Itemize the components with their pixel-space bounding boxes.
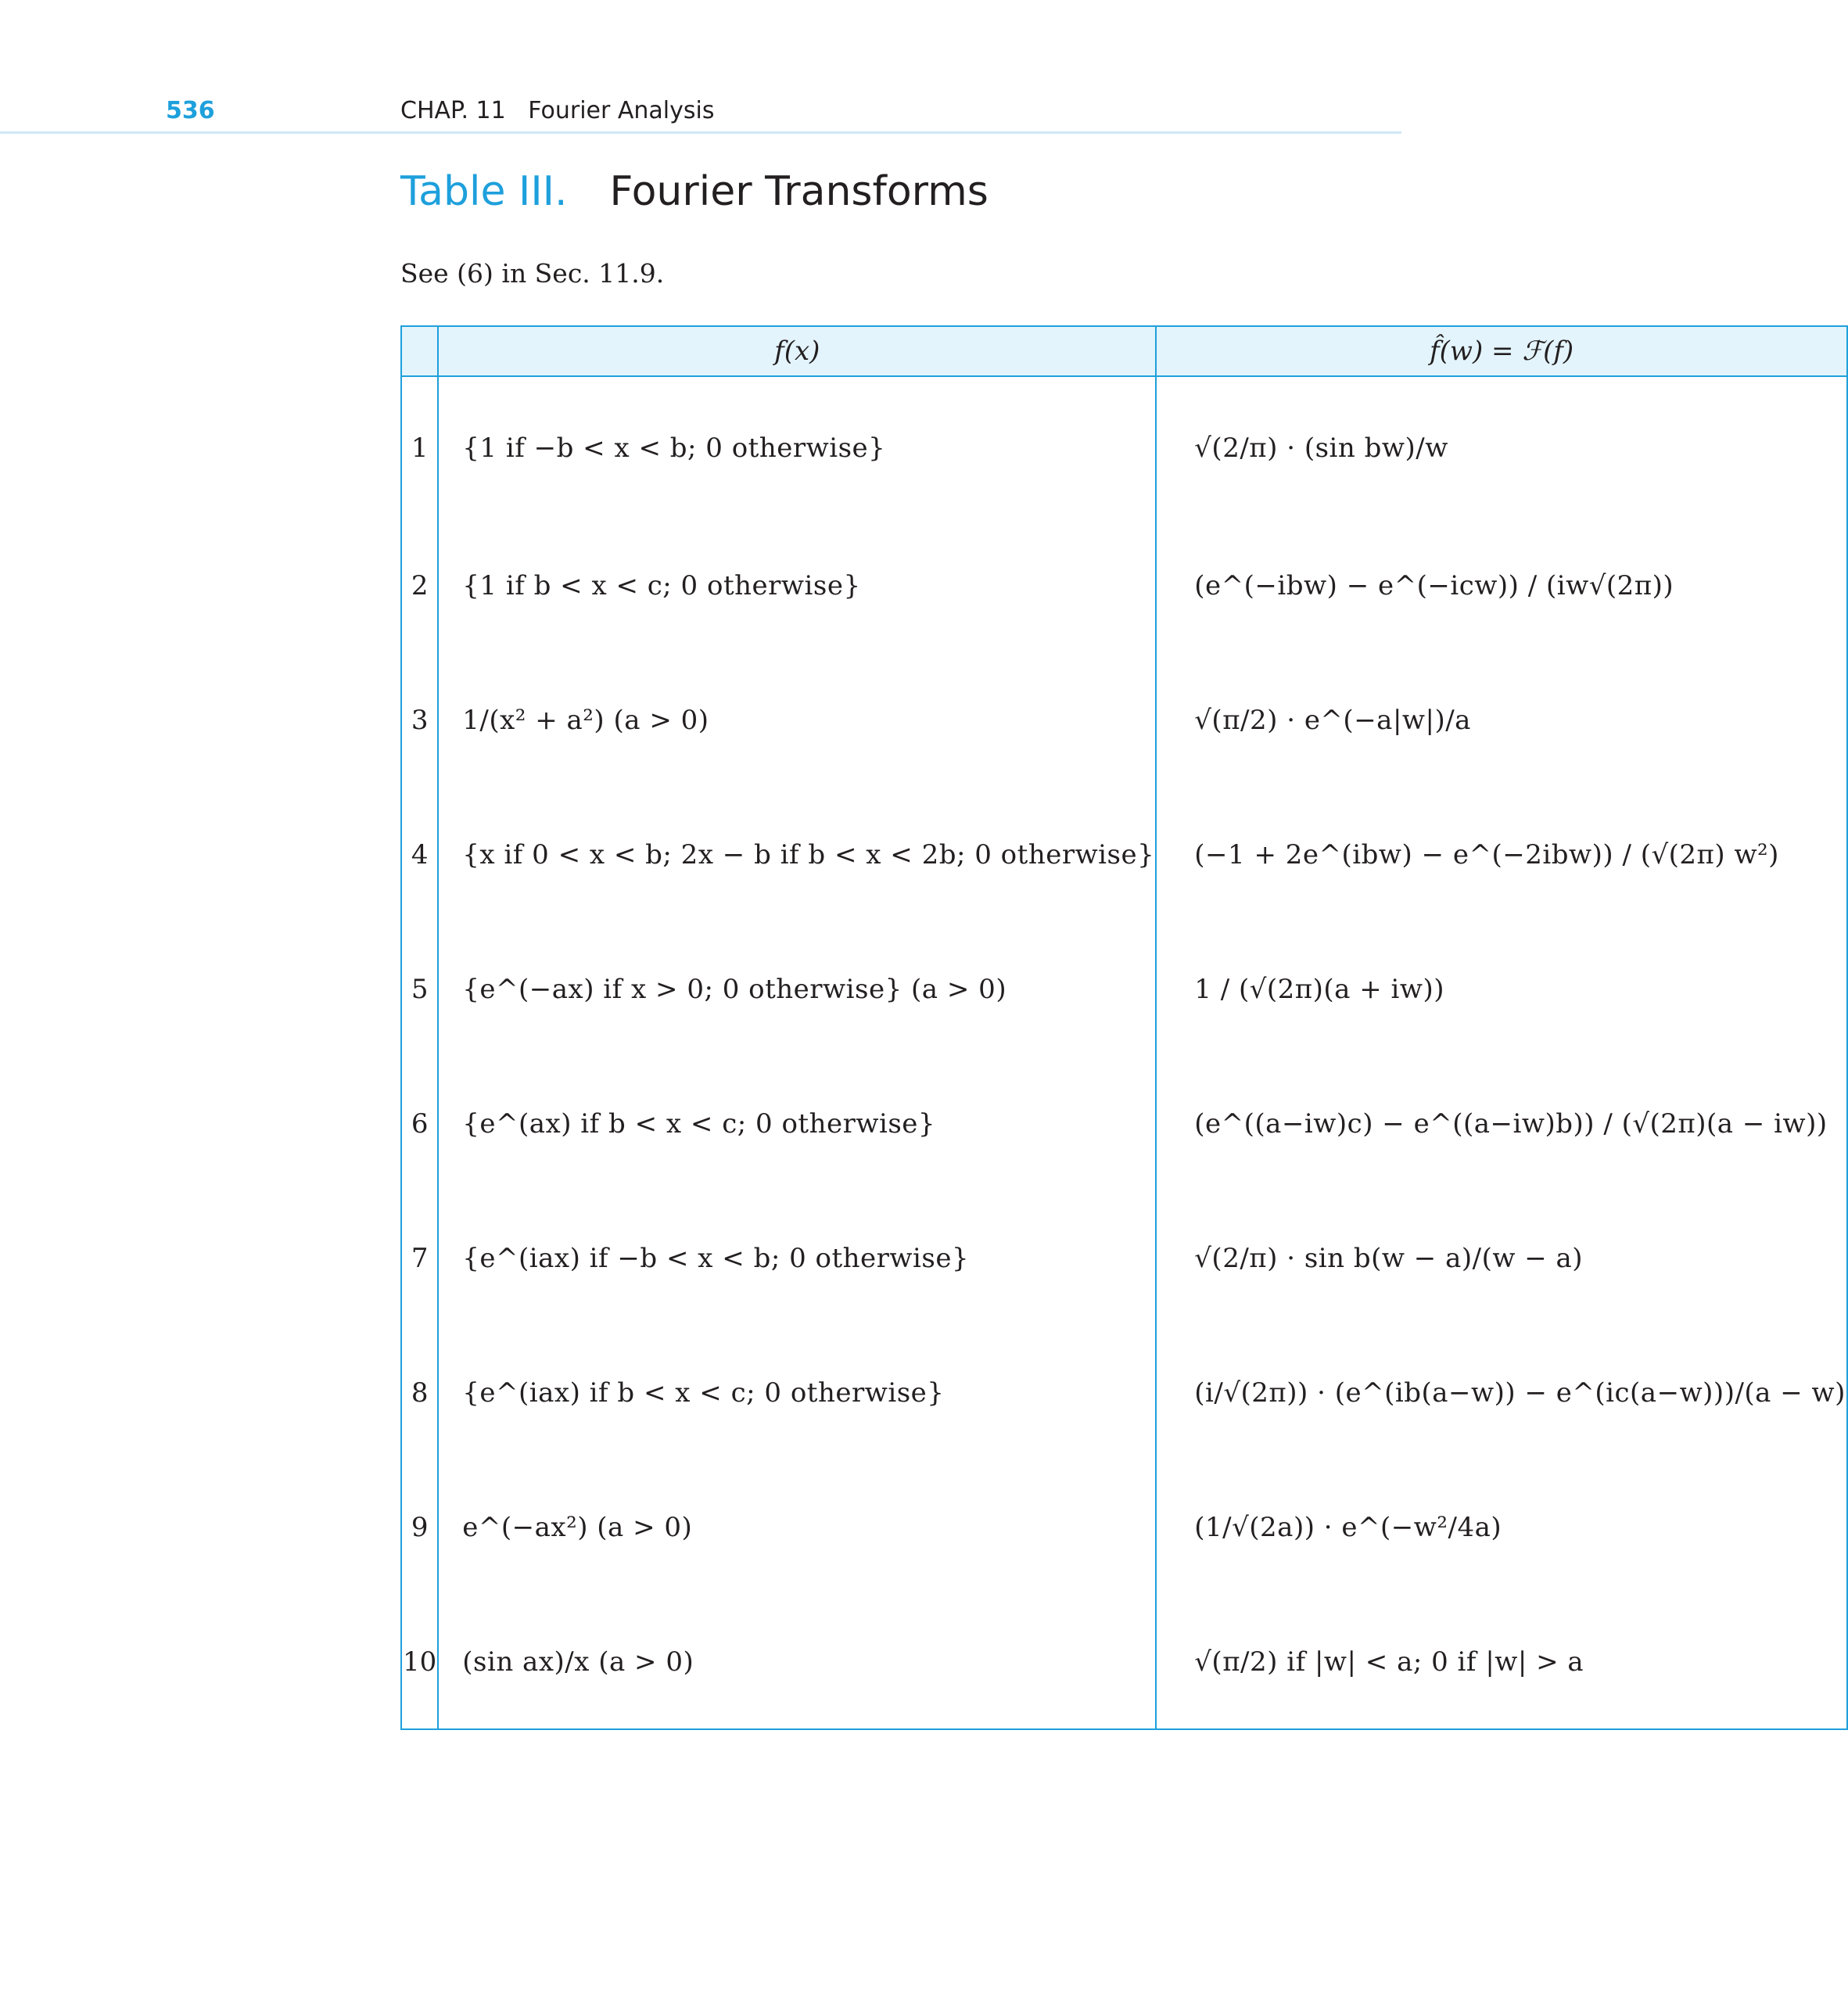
table-row	[401, 788, 1847, 922]
fx-expression: {1 if b < x < c; 0 otherwise}	[462, 570, 861, 601]
fw-expression: √(2/π) · sin b(w − a)/(w − a)	[1194, 1243, 1584, 1274]
table-row	[401, 1191, 1847, 1326]
table-row	[401, 1326, 1847, 1460]
fx-expression: {e^(ax) if b < x < c; 0 otherwise}	[462, 1108, 936, 1140]
header-fw: f̂(w) = ℱ(f)	[1156, 326, 1847, 376]
table-row	[401, 519, 1847, 653]
fw-expression: √(2/π) · (sin bw)/w	[1194, 432, 1448, 464]
table-row	[401, 653, 1847, 788]
fw-expression: √(π/2) if |w| < a; 0 if |w| > a	[1194, 1646, 1584, 1678]
row-number: 3	[401, 653, 438, 788]
fw-expression: (−1 + 2e^(ibw) − e^(−2ibw)) / (√(2π) w²)	[1194, 839, 1779, 870]
row-number: 10	[401, 1595, 438, 1729]
table-row	[401, 922, 1847, 1057]
fw-expression: (i/√(2π)) · (e^(ib(a−w)) − e^(ic(a−w)))/(a − w)	[1194, 1377, 1846, 1409]
fx-expression: {1 if −b < x < b; 0 otherwise}	[462, 432, 886, 464]
fx-expression: 1/(x² + a²) (a > 0)	[462, 705, 709, 736]
fx-expression: e^(−ax²) (a > 0)	[462, 1512, 693, 1543]
fourier-transforms-table	[400, 325, 1848, 1730]
section-reference: See (6) in Sec. 11.9.	[400, 258, 665, 289]
row-number: 4	[401, 788, 438, 922]
fx-expression: (sin ax)/x (a > 0)	[462, 1646, 694, 1678]
fw-expression: (e^((a−iw)c) − e^((a−iw)b)) / (√(2π)(a − iw))	[1194, 1108, 1828, 1140]
fx-expression: {x if 0 < x < b; 2x − b if b < x < 2b; 0 otherwise}	[462, 839, 1155, 870]
fx-expression: {e^(iax) if b < x < c; 0 otherwise}	[462, 1377, 945, 1409]
fx-expression: {e^(−ax) if x > 0; 0 otherwise} (a > 0)	[462, 974, 1007, 1005]
row-number: 8	[401, 1326, 438, 1460]
header-fx: f(x)	[438, 326, 1156, 376]
fw-expression: 1 / (√(2π)(a + iw))	[1194, 974, 1445, 1005]
fx-expression: {e^(iax) if −b < x < b; 0 otherwise}	[462, 1243, 970, 1274]
row-number: 2	[401, 519, 438, 653]
row-number: 6	[401, 1057, 438, 1191]
chapter-heading: CHAP. 11 Fourier Analysis	[400, 97, 715, 124]
fw-expression: (1/√(2a)) · e^(−w²/4a)	[1194, 1512, 1502, 1543]
table-title-text: Fourier Transforms	[609, 168, 989, 215]
table-row	[401, 1057, 1847, 1191]
table-label: Table III.	[400, 168, 568, 215]
table-row	[401, 1595, 1847, 1729]
row-number: 9	[401, 1460, 438, 1595]
row-number: 7	[401, 1191, 438, 1326]
table-title	[400, 168, 989, 215]
running-header	[0, 97, 1401, 134]
table-row	[401, 376, 1847, 519]
table-header-row	[401, 326, 1847, 376]
row-number: 1	[401, 376, 438, 519]
page-number: 536	[166, 97, 215, 124]
fw-expression: (e^(−ibw) − e^(−icw)) / (iw√(2π))	[1194, 570, 1674, 601]
fw-expression: √(π/2) · e^(−a|w|)/a	[1194, 705, 1471, 736]
row-number: 5	[401, 922, 438, 1057]
header-number-cell	[401, 326, 438, 376]
table-row	[401, 1460, 1847, 1595]
